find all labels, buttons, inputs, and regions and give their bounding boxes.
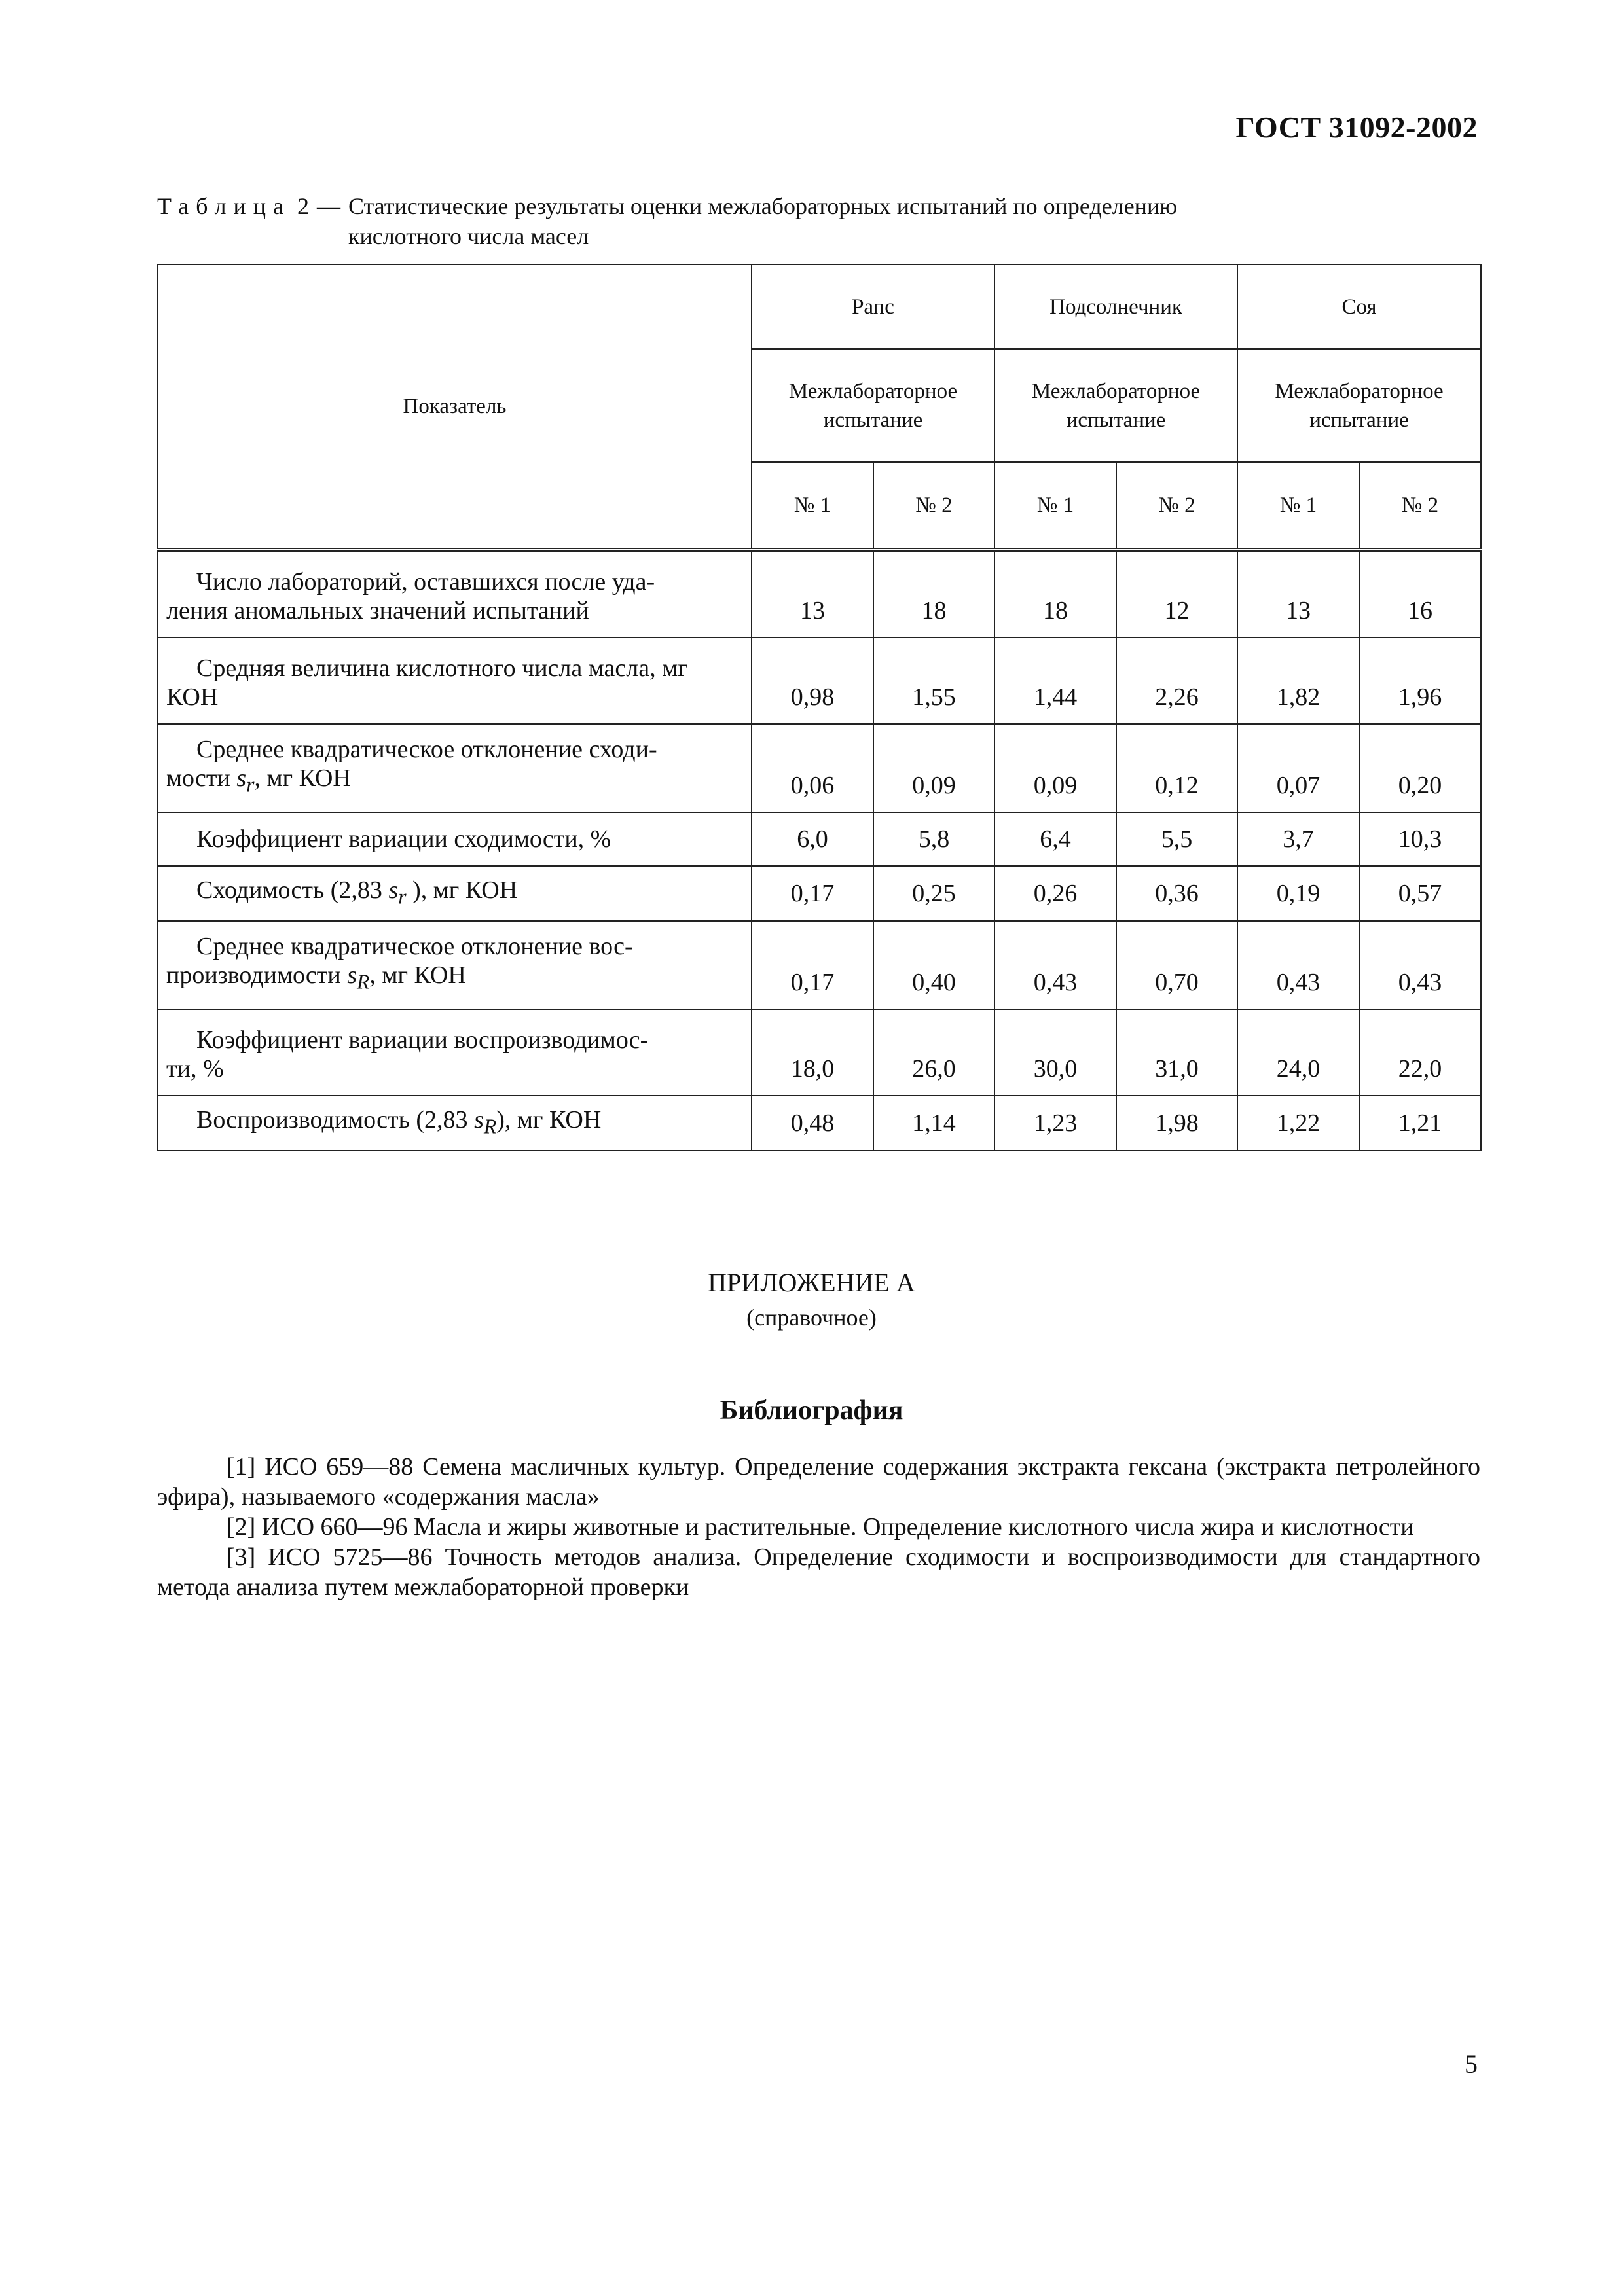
table-cell: 0,12 — [1116, 724, 1237, 812]
table-cell: 22,0 — [1359, 1009, 1481, 1096]
row-label-line1: Среднее квадратическое отклонение сходи- — [196, 736, 657, 763]
statistics-table — [157, 264, 1482, 1151]
table-cell: 16 — [1359, 550, 1481, 637]
group-header-soy: Соя — [1237, 264, 1481, 349]
table-cell: 24,0 — [1237, 1009, 1359, 1096]
caption-number: 2 — [297, 193, 309, 219]
table-cell: 0,26 — [994, 866, 1116, 922]
document-code: ГОСТ 31092-2002 — [1235, 111, 1478, 144]
subheader-line1: Межлабораторное — [1031, 379, 1201, 403]
symbol-s: s — [236, 764, 247, 792]
table-cell: 1,96 — [1359, 637, 1481, 724]
table-cell: 10,3 — [1359, 812, 1481, 866]
label-text: , мг КОН — [254, 764, 351, 792]
bibliography-item: [3] ИСО 5725—86 Точность методов анализа. Определение сходимости и воспроизводимости для стандартного метода анализа путем межлабораторной проверки — [157, 1543, 1480, 1601]
bibliography-heading: Библиография — [720, 1395, 903, 1426]
symbol-subscript: R — [483, 1115, 497, 1138]
table-cell: 0,06 — [752, 724, 873, 812]
trial-header: № 1 — [994, 462, 1116, 550]
table-cell: 1,22 — [1237, 1096, 1359, 1151]
bibliography-item: [2] ИСО 660—96 Масла и жиры животные и растительные. Определение кислотного числа жира и кислотности — [227, 1513, 1414, 1541]
label-text: ), мг КОН — [496, 1105, 602, 1134]
table-cell: 0,48 — [752, 1096, 873, 1151]
caption-label: Таблица — [157, 193, 291, 219]
row-label-line2: ти, % — [166, 1054, 224, 1083]
table-row — [158, 1009, 1481, 1096]
table-cell: 13 — [1237, 550, 1359, 637]
trial-header: № 1 — [1237, 462, 1359, 550]
table-cell: 26,0 — [873, 1009, 994, 1096]
table-cell: 1,82 — [1237, 637, 1359, 724]
table-row — [158, 1096, 1481, 1151]
table-cell: 18 — [873, 550, 994, 637]
row-label — [158, 550, 752, 637]
table-cell: 0,57 — [1359, 866, 1481, 922]
row-label-line1: Число лабораторий, оставшихся после уда- — [196, 568, 655, 596]
subheader-sunflower — [994, 349, 1237, 462]
table-cell: 0,70 — [1116, 921, 1237, 1009]
table-cell: 6,4 — [994, 812, 1116, 866]
caption-title-line1: Статистические результаты оценки межлабораторных испытаний по определению — [348, 193, 1178, 219]
caption-title — [348, 191, 1480, 251]
row-label-line1: Средняя величина кислотного числа масла, мг — [196, 655, 688, 682]
label-text: Воспроизводимость (2,83 — [196, 1105, 475, 1134]
table-cell: 1,23 — [994, 1096, 1116, 1151]
row-label — [158, 1009, 752, 1096]
indicator-header: Показатель — [158, 264, 752, 550]
symbol-s: s — [347, 961, 357, 990]
row-label: Коэффициент вариации сходимости, % — [158, 812, 752, 866]
row-label — [158, 637, 752, 724]
subheader-line2: испытание — [1309, 408, 1409, 432]
table-row — [158, 550, 1481, 637]
table-cell: 5,5 — [1116, 812, 1237, 866]
table-row — [158, 921, 1481, 1009]
table-cell: 0,43 — [1359, 921, 1481, 1009]
table-cell: 0,40 — [873, 921, 994, 1009]
table-cell: 0,43 — [1237, 921, 1359, 1009]
label-text: Сходимость (2,83 — [196, 876, 389, 904]
row-label-line2 — [166, 961, 744, 997]
label-text: , мг КОН — [369, 961, 466, 990]
table-cell: 1,14 — [873, 1096, 994, 1151]
table-cell: 1,55 — [873, 637, 994, 724]
row-label-line2: ления аномальных значений испытаний — [166, 597, 589, 624]
table-cell: 18 — [994, 550, 1116, 637]
appendix-subtitle: (справочное) — [746, 1304, 877, 1331]
trial-header: № 2 — [873, 462, 994, 550]
bibliography-item: [1] ИСО 659—88 Семена масличных культур. Определение содержания экстракта гексана (экстракта петролейного эфира), называемого «содержания масла» — [157, 1453, 1480, 1511]
table-cell: 0,07 — [1237, 724, 1359, 812]
subheader-rapeseed — [752, 349, 994, 462]
label-text: мости — [166, 764, 237, 792]
group-header-rapeseed: Рапс — [752, 264, 994, 349]
table-cell: 13 — [752, 550, 873, 637]
table-cell: 2,26 — [1116, 637, 1237, 724]
table-cell: 0,09 — [994, 724, 1116, 812]
subheader-soy — [1237, 349, 1481, 462]
trial-header: № 2 — [1359, 462, 1481, 550]
table-cell: 12 — [1116, 550, 1237, 637]
trial-header: № 2 — [1116, 462, 1237, 550]
trial-header: № 1 — [752, 462, 873, 550]
symbol-subscript: r — [398, 885, 407, 908]
table-cell: 0,19 — [1237, 866, 1359, 922]
table-caption — [157, 191, 1480, 251]
symbol-subscript: r — [246, 773, 255, 797]
table-cell: 6,0 — [752, 812, 873, 866]
table-cell: 3,7 — [1237, 812, 1359, 866]
label-text: производимости — [166, 961, 348, 990]
table-row — [158, 812, 1481, 866]
subheader-line1: Межлабораторное — [788, 379, 958, 403]
caption-title-line2: кислотного числа масел — [348, 223, 589, 249]
page-number: 5 — [1465, 2049, 1478, 2079]
appendix-title: ПРИЛОЖЕНИЕ А — [708, 1268, 915, 1297]
row-label-line2 — [166, 764, 744, 800]
symbol-s: s — [388, 876, 399, 904]
group-header-sunflower: Подсолнечник — [994, 264, 1237, 349]
row-label-line2: КОН — [166, 683, 219, 711]
table-cell: 5,8 — [873, 812, 994, 866]
table-cell: 0,20 — [1359, 724, 1481, 812]
subheader-line1: Межлабораторное — [1275, 379, 1444, 403]
symbol-subscript: R — [357, 970, 370, 994]
table-cell: 0,98 — [752, 637, 873, 724]
row-label-line1: Коэффициент вариации воспроизводимос- — [196, 1026, 649, 1054]
row-label — [158, 1096, 752, 1151]
row-label — [158, 866, 752, 922]
table-cell: 0,17 — [752, 921, 873, 1009]
label-text: ), мг КОН — [406, 876, 518, 904]
table-cell: 0,17 — [752, 866, 873, 922]
table-row — [158, 637, 1481, 724]
row-label — [158, 921, 752, 1009]
subheader-line2: испытание — [823, 408, 923, 432]
bibliography-list — [157, 1452, 1480, 1602]
table-cell: 31,0 — [1116, 1009, 1237, 1096]
table-cell: 30,0 — [994, 1009, 1116, 1096]
row-label — [158, 724, 752, 812]
table-cell: 0,25 — [873, 866, 994, 922]
table-cell: 1,21 — [1359, 1096, 1481, 1151]
table-cell: 0,36 — [1116, 866, 1237, 922]
row-label-line1: Среднее квадратическое отклонение вос- — [196, 933, 633, 961]
table-cell: 18,0 — [752, 1009, 873, 1096]
caption-dash: — — [316, 193, 340, 219]
table-cell: 0,09 — [873, 724, 994, 812]
subheader-line2: испытание — [1066, 408, 1166, 432]
table-cell: 1,98 — [1116, 1096, 1237, 1151]
table-row — [158, 866, 1481, 922]
table-row — [158, 724, 1481, 812]
table-cell: 0,43 — [994, 921, 1116, 1009]
symbol-s: s — [474, 1105, 484, 1134]
table-cell: 1,44 — [994, 637, 1116, 724]
